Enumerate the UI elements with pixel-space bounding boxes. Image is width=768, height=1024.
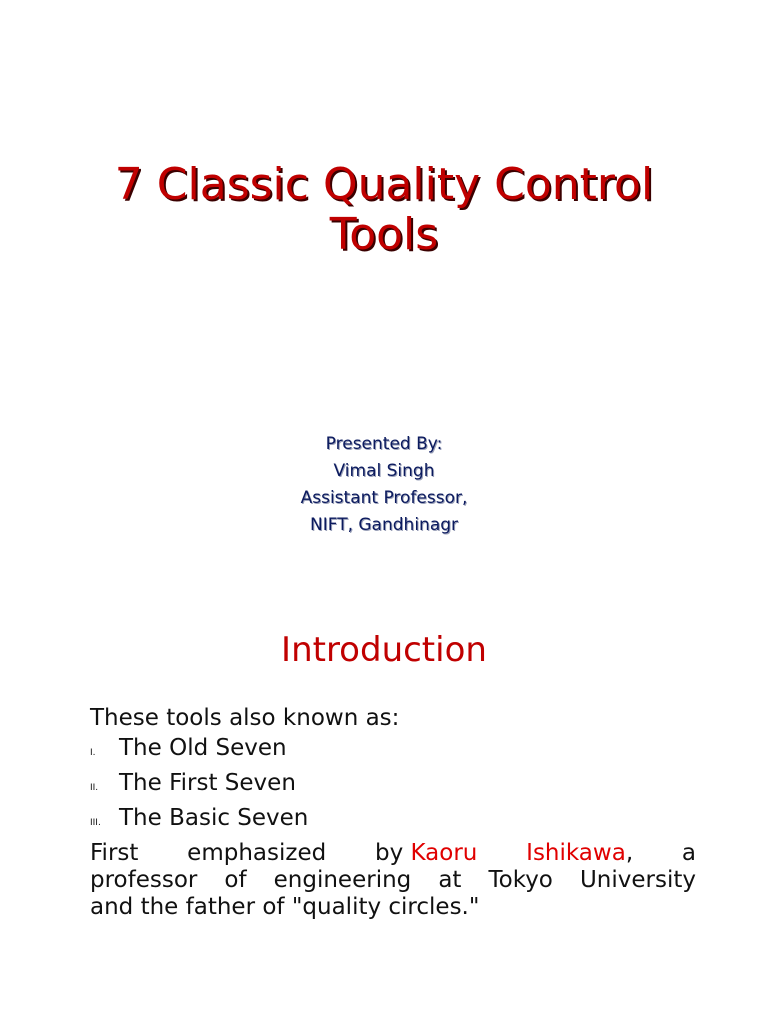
word: Tokyo — [488, 867, 553, 893]
word: University — [579, 867, 696, 893]
word: by — [374, 840, 404, 866]
ishikawa-link-last[interactable]: Ishikawa — [526, 840, 626, 866]
intro-body — [90, 703, 696, 921]
word: First — [90, 840, 139, 866]
presenter-label: Presented By: — [325, 434, 443, 454]
presenter-org: NIFT, Gandhinagr — [309, 515, 459, 535]
slide-title-line1: 7 Classic Quality Control — [114, 159, 654, 210]
word: of — [224, 867, 247, 893]
comma: , — [625, 840, 634, 866]
presenter-role: Assistant Professor, — [300, 488, 468, 508]
intro-lead: These tools also known as: — [90, 705, 400, 731]
known-as-list — [90, 733, 696, 838]
list-item-text: The First Seven — [119, 770, 296, 796]
word-group — [526, 840, 633, 867]
list-item — [90, 768, 696, 803]
slide-title-line2: Tools — [329, 209, 439, 260]
paragraph-line-3: and the father of "quality circles." — [90, 894, 480, 920]
paragraph-line-2 — [90, 867, 696, 894]
ishikawa-link-first[interactable]: Kaoru — [410, 840, 478, 866]
section-title: Introduction — [281, 630, 487, 670]
list-item-text: The Basic Seven — [119, 805, 309, 831]
word: emphasized — [187, 840, 327, 866]
word-group — [375, 840, 477, 867]
list-item-text: The Old Seven — [119, 735, 287, 761]
slide-title — [40, 160, 728, 260]
list-marker: II. — [90, 783, 99, 793]
word: professor — [90, 867, 198, 893]
presenter-block — [84, 431, 684, 539]
word: a — [681, 840, 696, 866]
word: at — [438, 867, 462, 893]
list-item — [90, 733, 696, 768]
intro-paragraph — [90, 840, 696, 921]
list-marker: III. — [90, 818, 101, 828]
paragraph-line-1 — [90, 840, 696, 867]
list-marker: I. — [90, 748, 96, 758]
presenter-name: Vimal Singh — [333, 461, 435, 481]
word: engineering — [273, 867, 412, 893]
list-item — [90, 803, 696, 838]
